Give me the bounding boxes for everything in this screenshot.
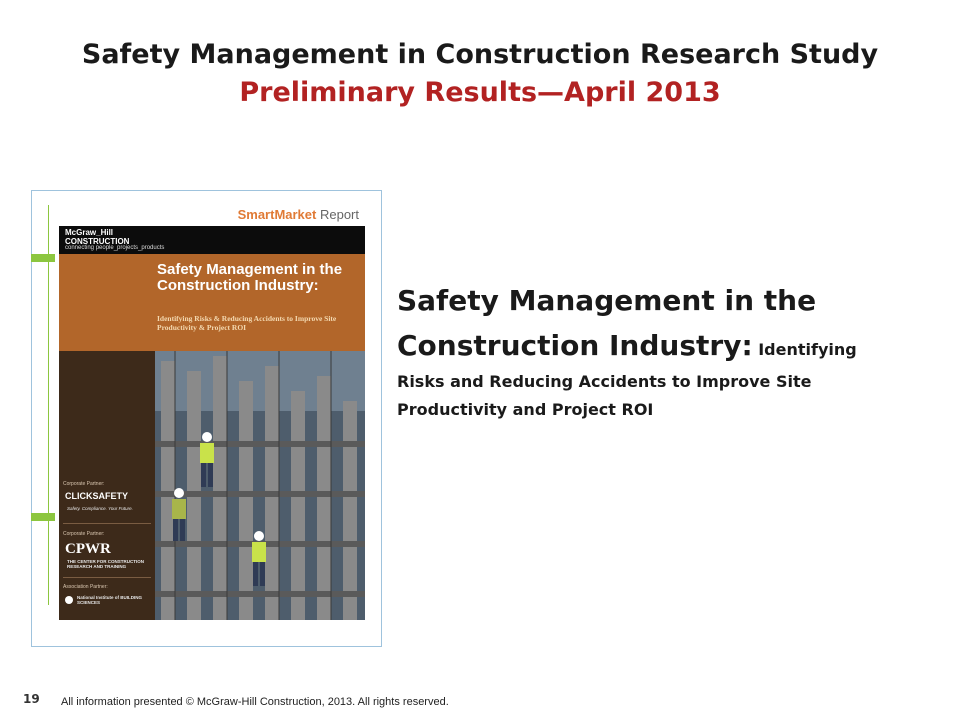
- slide-title: Safety Management in Construction Research Study: [81, 39, 879, 70]
- partner-divider: [63, 523, 151, 524]
- partner-label: Corporate Partner:: [63, 481, 105, 487]
- partner-label: Association Partner:: [63, 584, 108, 590]
- decorative-green-tab: [31, 513, 55, 521]
- publisher-tagline: connecting people_projects_products: [65, 245, 165, 251]
- slide-subtitle: Preliminary Results—April 2013: [239, 77, 721, 108]
- partner-logo-nibs: National Institute of BUILDING SCIENCES: [77, 595, 142, 605]
- construction-workers-photo: [155, 351, 365, 620]
- report-title-main: Safety Management in the Construction Industry:: [397, 284, 817, 362]
- cover-subtitle: Identifying Risks & Reducing Accidents to Improve Site Productivity & Project ROI: [157, 314, 337, 332]
- partner-logo-clicksafety: CLICKSAFETY: [65, 491, 128, 501]
- partner-tagline: THE CENTER FOR CONSTRUCTION RESEARCH AND TRAINING: [67, 559, 144, 569]
- report-cover-image: [59, 204, 365, 620]
- report-title: [397, 278, 867, 424]
- scaffolding-illustration: [155, 351, 365, 620]
- decorative-green-tab: [31, 254, 55, 262]
- cover-partner-sidebar: [59, 351, 155, 620]
- partner-tagline: Safety. Compliance. Your Future.: [67, 506, 133, 511]
- page-number: 19: [23, 692, 40, 706]
- nibs-logo-icon: [65, 596, 73, 604]
- report-title-subtitle: Identifying Risks and Reducing Accidents to Improve Site Productivity and Project ROI: [397, 340, 857, 419]
- partner-divider: [63, 577, 151, 578]
- decorative-green-line: [48, 205, 49, 605]
- cover-brand: SmartMarket Report: [237, 207, 359, 222]
- slide-title-block: [0, 36, 960, 112]
- partner-logo-cpwr: CPWR: [65, 541, 111, 557]
- publisher-logo: McGraw_Hill CONSTRUCTION: [65, 228, 130, 246]
- partner-label: Corporate Partner:: [63, 531, 105, 537]
- copyright-footer: All information presented © McGraw-Hill Construction, 2013. All rights reserved.: [61, 696, 449, 708]
- cover-title: Safety Management in the Construction Industry:: [157, 261, 343, 294]
